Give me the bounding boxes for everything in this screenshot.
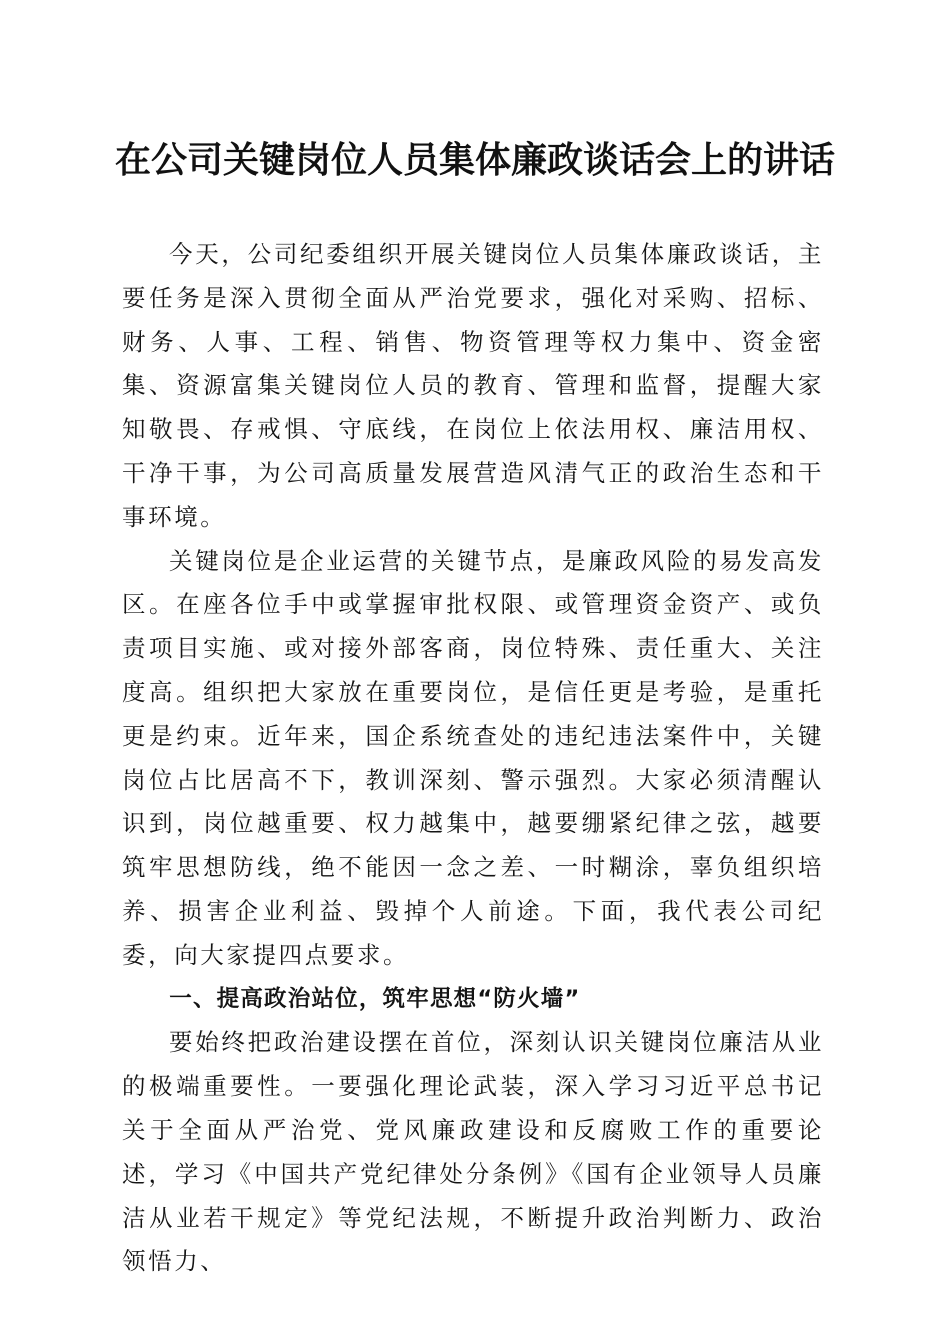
- document-title: 在公司关键岗位人员集体廉政谈话会上的讲话: [114, 139, 835, 181]
- paragraph-political-construction: 要始终把政治建设摆在首位，深刻认识关键岗位廉洁从业的极端重要性。一要强化理论武装，深入学习习近平总书记关于全面从严治党、党风廉政建设和反腐败工作的重要论述，学习《中国共产党纪律处分条例》《国有企业领导人员廉洁从业若干规定》等党纪法规，不断提升政治判断力、政治领悟力、: [122, 1028, 824, 1276]
- paragraph-key-positions: 关键岗位是企业运营的关键节点，是廉政风险的易发高发区。在座各位手中或掌握审批权限、或管理资金资产、或负责项目实施、或对接外部客商，岗位特殊、责任重大、关注度高。组织把大家放在重要岗位，是信任更是考验，是重托更是约束。近年来，国企系统查处的违纪违法案件中，关键岗位占比居高不下，教训深刻、警示强烈。大家必须清醒认识到，岗位越重要、权力越集中，越要绷紧纪律之弦，越要筑牢思想防线，绝不能因一念之差、一时糊涂，辜负组织培养、损害企业利益、毁掉个人前途。下面，我代表公司纪委，向大家提四点要求。: [122, 546, 824, 969]
- section-heading-political-stance: 一、提高政治站位，筑牢思想“防火墙”: [169, 985, 581, 1012]
- paragraph-intro: 今天，公司纪委组织开展关键岗位人员集体廉政谈话，主要任务是深入贯彻全面从严治党要求，强化对采购、招标、财务、人事、工程、销售、物资管理等权力集中、资金密集、资源富集关键岗位人员的教育、管理和监督，提醒大家知敬畏、存戒惧、守底线，在岗位上依法用权、廉洁用权、干净干事，为公司高质量发展营造风清气正的政治生态和干事环境。: [122, 240, 824, 531]
- document-body: [122, 233, 824, 1284]
